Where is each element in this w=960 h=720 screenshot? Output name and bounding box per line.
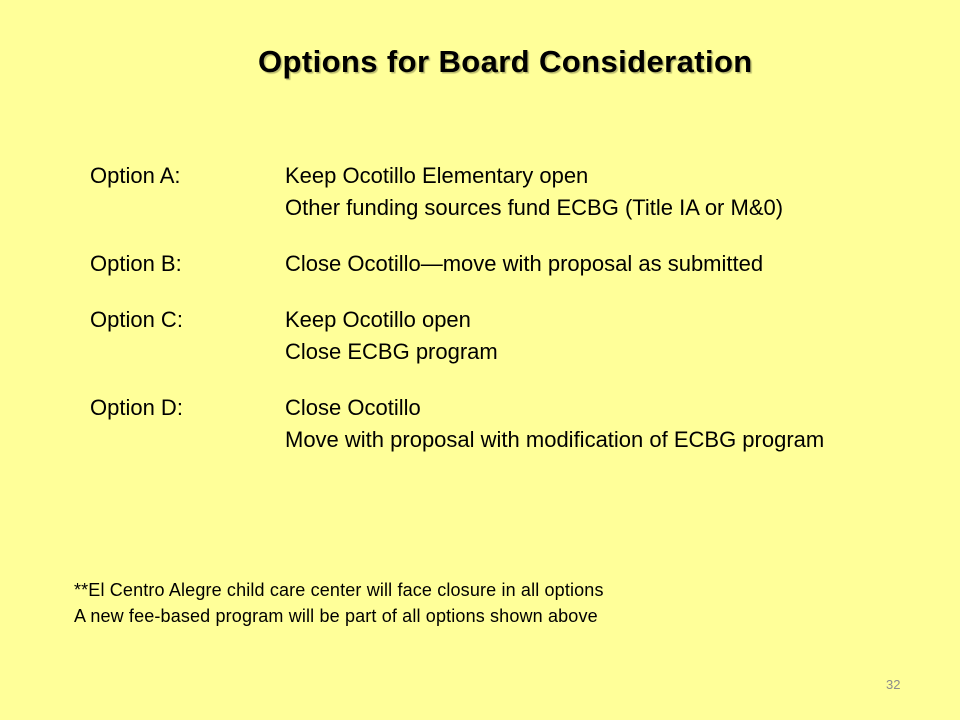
slide-title: Options for Board Consideration xyxy=(258,44,753,79)
option-a-lines xyxy=(285,160,950,224)
option-c-line-2: Close ECBG program xyxy=(285,339,498,364)
footnote-fee-program: A new fee-based program will be part of all options shown above xyxy=(74,606,598,626)
option-a xyxy=(90,160,950,224)
option-c-line-1: Keep Ocotillo open xyxy=(285,307,471,332)
option-c xyxy=(90,304,950,368)
option-d-line-2: Move with proposal with modification of ECBG program xyxy=(285,427,825,452)
footnote-closure: **El Centro Alegre child care center will face closure in all options xyxy=(74,580,604,600)
option-a-label: Option A: xyxy=(90,163,181,188)
option-c-lines xyxy=(285,304,950,368)
option-a-line-1: Keep Ocotillo Elementary open xyxy=(285,163,589,188)
page-number: 32 xyxy=(886,677,901,692)
option-d xyxy=(90,392,950,456)
option-d-line-1: Close Ocotillo xyxy=(285,395,421,420)
option-b-label: Option B: xyxy=(90,251,182,276)
option-d-lines xyxy=(285,392,950,456)
options-list xyxy=(90,160,950,480)
footnotes xyxy=(74,577,604,629)
option-d-label: Option D: xyxy=(90,395,183,420)
option-b-lines xyxy=(285,248,950,280)
option-a-line-2: Other funding sources fund ECBG (Title IA or M&0) xyxy=(285,195,784,220)
option-b-line-1: Close Ocotillo—move with proposal as submitted xyxy=(285,251,764,276)
option-b xyxy=(90,248,950,280)
option-c-label: Option C: xyxy=(90,307,183,332)
